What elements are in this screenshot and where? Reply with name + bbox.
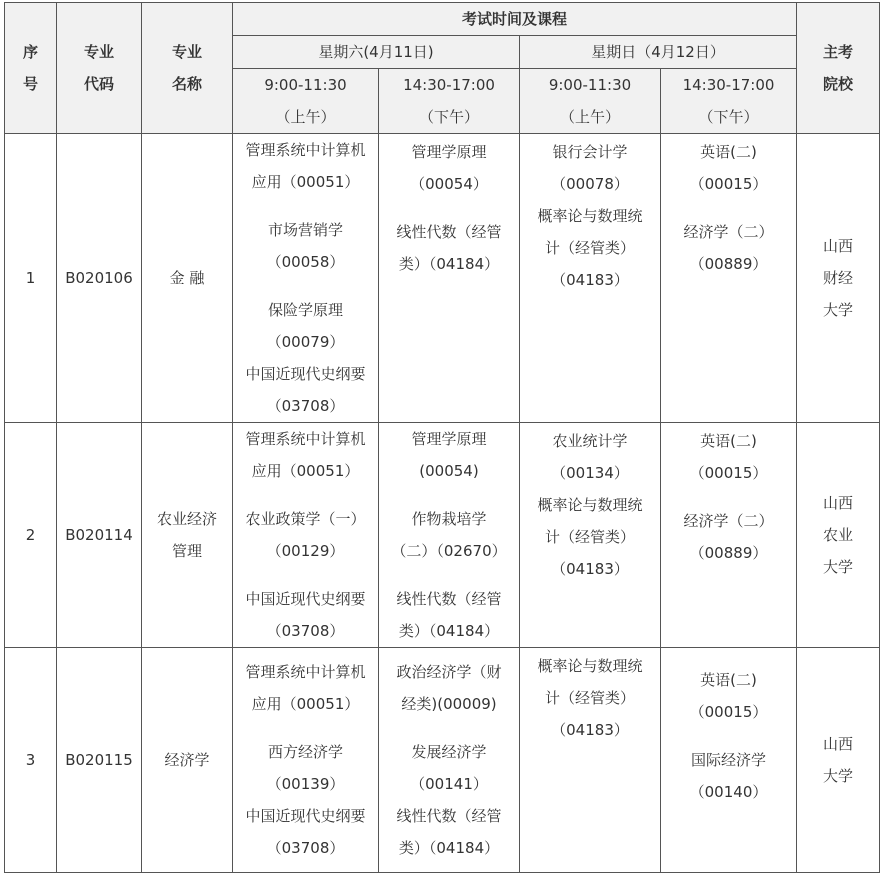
row-school: 山西 农业 大学 [797,423,880,648]
row-name: 金 融 [142,134,233,423]
course-cell: 英语(二) （00015） 经济学（二） （00889） [661,134,797,423]
header-slot: 14:30-17:00 （下午） [379,69,520,134]
course-cell: 概率论与数理统 计（经管类） （04183） [520,648,661,873]
course-cell: 英语(二) （00015） 国际经济学 （00140） [661,648,797,873]
header-slot: 9:00-11:30 （上午） [233,69,379,134]
row-seq: 1 [5,134,57,423]
row-code: B020106 [57,134,142,423]
header-school: 主考 院校 [797,3,880,134]
row-code: B020115 [57,648,142,873]
course-cell: 银行会计学 （00078） 概率论与数理统 计（经管类） （04183） [520,134,661,423]
header-name: 专业 名称 [142,3,233,134]
row-school: 山西 财经 大学 [797,134,880,423]
header-code: 专业 代码 [57,3,142,134]
course-cell: 政治经济学（财 经类)(00009) 发展经济学 （00141） 线性代数（经管 类）（04184） [379,648,520,873]
row-school: 山西 大学 [797,648,880,873]
row-seq: 3 [5,648,57,873]
course-cell: 管理系统中计算机 应用（00051） 西方经济学 （00139） 中国近现代史纲要 （03708） [233,648,379,873]
header-seq: 序 号 [5,3,57,134]
row-name: 经济学 [142,648,233,873]
table-row [5,648,880,873]
header-day2: 星期日（4月12日） [520,36,797,69]
header-slot: 9:00-11:30 （上午） [520,69,661,134]
row-code: B020114 [57,423,142,648]
table-row [5,423,880,648]
course-cell: 英语(二) （00015） 经济学（二） （00889） [661,423,797,648]
course-cell: 管理学原理 (00054) 作物栽培学 （二）（02670） 线性代数（经管 类）（04184） [379,423,520,648]
exam-schedule-table [4,2,880,873]
header-slot: 14:30-17:00 （下午） [661,69,797,134]
table-row [5,134,880,423]
course-cell: 管理系统中计算机 应用（00051） 市场营销学 （00058） 保险学原理 （00079） 中国近现代史纲要 （03708） [233,134,379,423]
course-cell: 农业统计学 （00134） 概率论与数理统 计（经管类） （04183） [520,423,661,648]
course-cell: 管理学原理 （00054） 线性代数（经管 类）（04184） [379,134,520,423]
row-seq: 2 [5,423,57,648]
header-exam-title: 考试时间及课程 [233,3,797,36]
row-name: 农业经济 管理 [142,423,233,648]
course-cell: 管理系统中计算机 应用（00051） 农业政策学（一） （00129） 中国近现代史纲要 （03708） [233,423,379,648]
header-day1: 星期六(4月11日) [233,36,520,69]
